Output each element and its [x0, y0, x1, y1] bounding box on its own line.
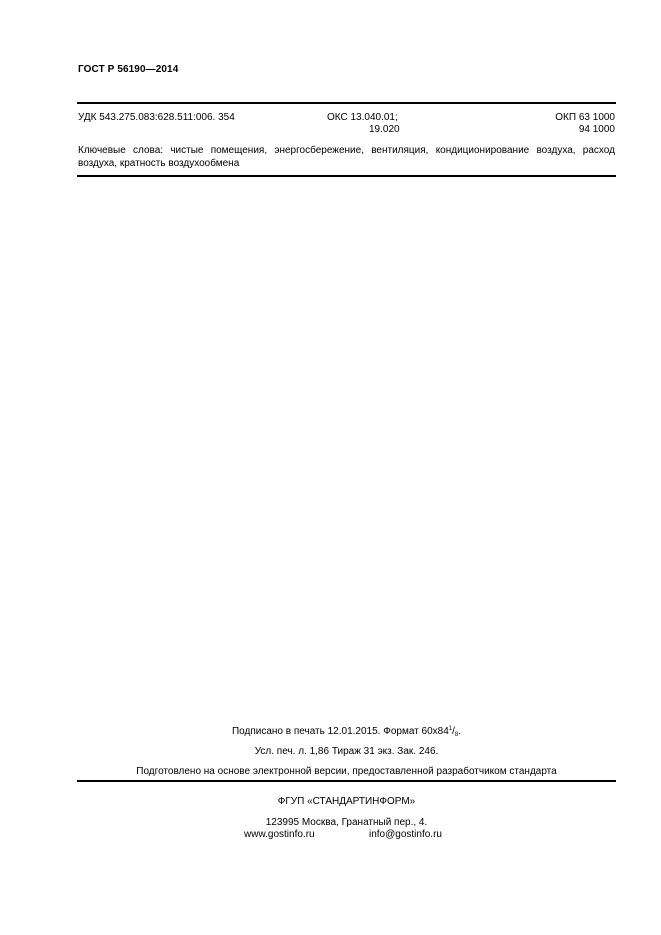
document-code: ГОСТ Р 56190—2014 — [78, 64, 179, 75]
format-period: . — [458, 726, 462, 737]
udk-code: УДК 543.275.083:628.511:006. 354 — [78, 112, 235, 123]
publisher-name: ФГУП «СТАНДАРТИНФОРМ» — [277, 796, 416, 807]
oks-code — [327, 112, 427, 136]
oks-line-2: 19.020 — [369, 124, 400, 135]
imprint-bottom-rule — [77, 780, 616, 782]
okp-line-2: 94 1000 — [578, 124, 615, 135]
okp-line-1: ОКП 63 1000 — [555, 112, 615, 123]
keywords-bottom-rule — [77, 175, 616, 177]
format-slash: / — [452, 726, 455, 737]
email-link[interactable]: info@gostinfo.ru — [369, 829, 442, 840]
print-details-line: Усл. печ. л. 1,86 Тираж 31 экз. Зак. 246. — [254, 746, 439, 757]
format-superscript: 1 — [448, 726, 453, 732]
okp-code — [555, 112, 615, 136]
publisher-address: 123995 Москва, Гранатный пер., 4. — [265, 817, 428, 828]
keywords-paragraph: Ключевые слова: чистые помещения, энергосбережение, вентиляция, кондиционирование воздуха, расход воздуха, кратность воздухообмена — [78, 145, 615, 169]
top-rule — [77, 102, 616, 104]
format-subscript: 8 — [454, 732, 459, 738]
prepared-note: Подготовлено на основе электронной версии, предоставленной разработчиком стандарта — [136, 766, 557, 777]
signed-text: Подписано в печать 12.01.2015. Формат 60х84 — [231, 726, 449, 737]
website-link[interactable]: www.gostinfo.ru — [244, 829, 315, 840]
signed-for-print-line — [77, 726, 616, 738]
oks-line-1: ОКС 13.040.01; — [327, 112, 398, 123]
